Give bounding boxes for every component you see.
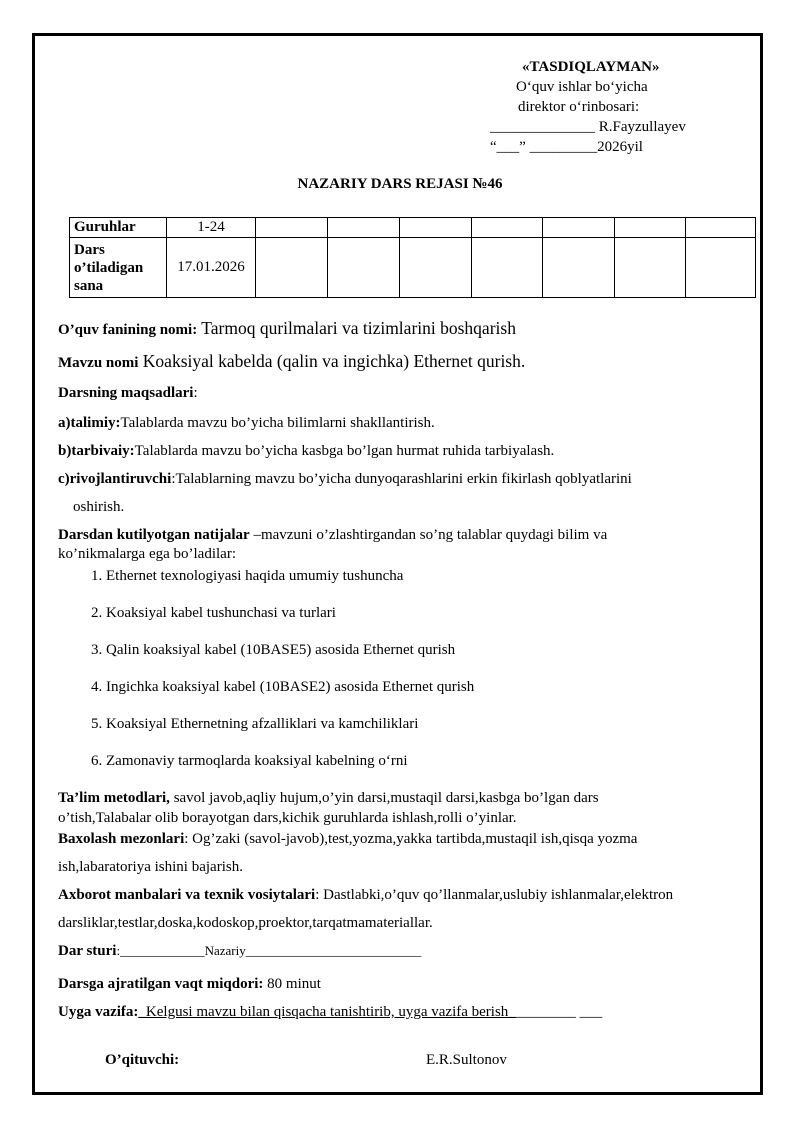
list-item: 2. Koaksiyal kabel tushunchasi va turlari [106,602,474,624]
teacher-name: E.R.Sultonov [426,1052,507,1068]
table-cell [686,238,756,298]
methods-text: savol javob,aqliy hujum,o’yin darsi,mustaqil darsi,kasbga bo’lgan dars [169,790,599,806]
goal-b [58,443,554,460]
assessment-continuation: ish,labaratoriya ishini bajarish. [58,859,243,875]
lesson-date-label-line2: o’tiladigan [74,259,144,276]
outcomes-list [58,565,474,772]
lesson-type-line [58,943,421,960]
goals-colon: : [193,385,198,401]
list-item: 3. Qalin koaksiyal kabel (10BASE5) asosida Ethernet qurish [106,639,474,661]
topic-line [58,351,525,372]
groups-value: 1-24 [167,218,256,238]
topic-value: Koaksiyal kabelda (qalin va ingichka) Ethernet qurish. [138,351,526,371]
subject-value: Tarmoq qurilmalari va tizimlarini boshqarish [197,318,516,338]
lesson-type-label: Dar sturi [58,943,117,959]
page-title: NAZARIY DARS REJASI №46 [297,176,503,192]
group-table [69,217,756,298]
goal-c-text: :Talablarning mavzu bo’yicha dunyoqarashlarini erkin fikirlash qoblyatlarini [171,471,632,487]
goal-b-text: Talablarda mavzu bo’yicha kasbga bo’lgan hurmat ruhida tarbiyalash. [134,443,555,459]
goals-label: Darsning maqsadlari [58,385,194,401]
table-cell [686,218,756,238]
table-cell [400,238,472,298]
approval-signature-line: ______________ R.Fayzullayev [490,119,686,135]
homework-tail: ________ ___ [515,1004,603,1020]
table-cell [472,218,543,238]
lesson-type-value: :_____________Nazariy___________________________ [116,943,422,958]
table-cell [328,218,400,238]
list-item: 5. Koaksiyal Ethernetning afzalliklari va kamchiliklari [106,713,474,735]
lesson-date-label-line1: Dars [74,241,105,258]
outcomes-intro-continuation: ko’nikmalarga ega bo’ladilar: [58,546,236,562]
lesson-date-label-line3: sana [74,277,104,294]
approval-heading: «TASDIQLAYMAN» [522,59,660,75]
subject-line [58,318,516,339]
lesson-date-label [70,238,167,298]
topic-label: Mavzu nomi [58,355,139,371]
methods-label: Ta’lim metodlari, [58,790,170,806]
list-item: 6. Zamonaviy tarmoqlarda koaksiyal kabelning o‘rni [106,750,474,772]
approval-line-2: direktor o‘rinbosari: [518,99,640,115]
outcomes-text: –mavzuni o’zlashtirgandan so’ng talablar quydagi bilim va [249,527,608,543]
table-cell [615,238,686,298]
outcomes-intro [58,527,607,544]
time-label: Darsga ajratilgan vaqt miqdori: [58,976,264,992]
homework-line [58,1004,602,1021]
table-cell [256,218,328,238]
approval-date-line: “___” _________2026yil [490,139,643,155]
table-cell [328,238,400,298]
table-cell [400,218,472,238]
goal-a-label: a)talimiy: [58,415,121,431]
approval-line-1: O‘quv ishlar bo‘yicha [516,79,648,95]
resources-continuation: darsliklar,testlar,doska,kodoskop,proektor,tarqatmamateriallar. [58,915,433,931]
table-cell [472,238,543,298]
time-line [58,976,321,993]
subject-label: O’quv fanining nomi: [58,322,198,338]
lesson-date-value: 17.01.2026 [167,238,256,298]
table-cell [543,218,615,238]
methods-line [58,790,599,807]
methods-continuation: o’tish,Talabalar olib borayotgan dars,kichik guruhlarda ishlash,rolli o’yinlar. [58,810,517,826]
table-cell [615,218,686,238]
assessment-label: Baxolash mezonlari [58,831,185,847]
goal-c-continuation: oshirish. [73,499,125,515]
assessment-line [58,831,637,848]
groups-label: Guruhlar [70,218,167,238]
goal-b-label: b)tarbivaiy: [58,443,135,459]
goal-a-text: Talablarda mavzu bo’yicha bilimlarni shakllantirish. [120,415,435,431]
resources-line [58,887,673,904]
goal-a [58,415,435,432]
goal-c [58,471,632,488]
homework-value: _Kelgusi mavzu bilan qisqacha tanishtirib, uyga vazifa berish_ [138,1004,516,1020]
outcomes-label: Darsdan kutilyotgan natijalar [58,527,250,543]
goals-heading [58,385,198,402]
table-cell [543,238,615,298]
resources-label: Axborot manbalari va texnik vosiytalari [58,887,316,903]
resources-text: : Dastlabki,o’quv qo’llanmalar,uslubiy ishlanmalar,elektron [315,887,674,903]
teacher-label: O’qituvchi: [105,1052,180,1068]
goal-c-label: c)rivojlantiruvchi [58,471,172,487]
homework-label: Uyga vazifa: [58,1004,139,1020]
list-item: 1. Ethernet texnologiyasi haqida umumiy tushuncha [106,565,474,587]
time-value: 80 minut [263,976,321,992]
list-item: 4. Ingichka koaksiyal kabel (10BASE2) asosida Ethernet qurish [106,676,474,698]
assessment-text: : Og’zaki (savol-javob),test,yozma,yakka tartibda,mustaqil ish,qisqa yozma [184,831,638,847]
table-cell [256,238,328,298]
